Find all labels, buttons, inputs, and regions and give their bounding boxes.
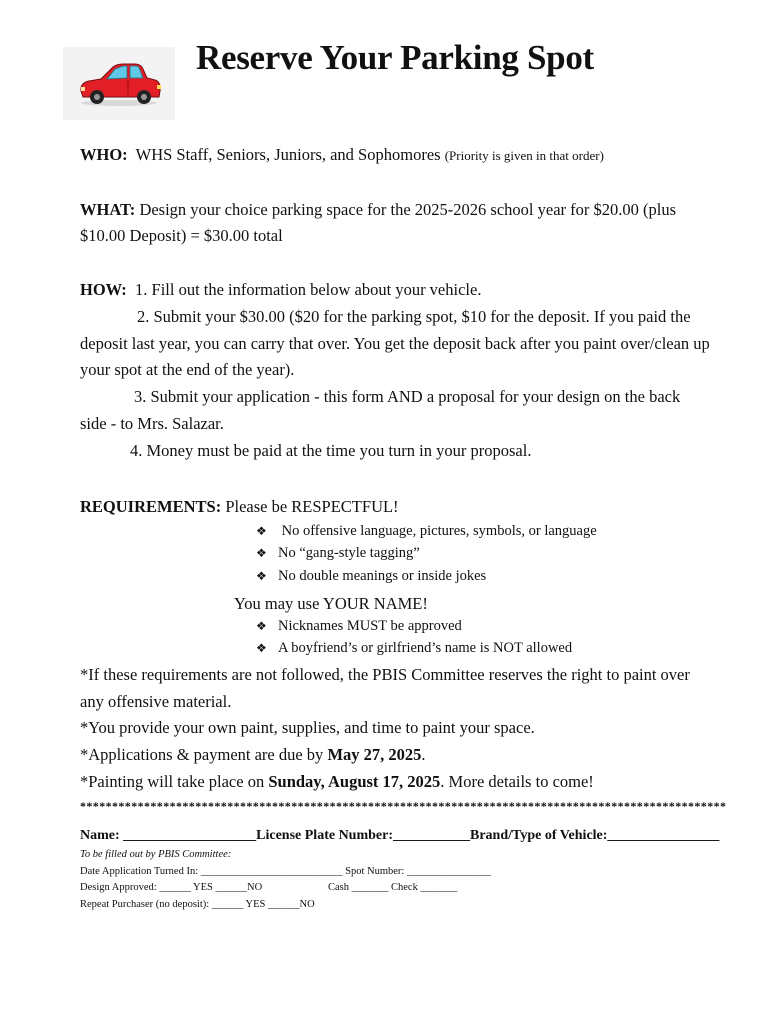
requirements-intro: Please be RESPECTFUL! [225,497,399,516]
note-3-text: *Applications & payment are due by [80,745,328,764]
how-label: HOW: [80,280,127,299]
what-label: WHAT: [80,200,136,219]
who-note: (Priority is given in that order) [444,148,604,163]
what-section [80,197,676,223]
who-section [80,142,604,169]
who-text: WHS Staff, Seniors, Juniors, and Sophomores [135,145,441,164]
name-rule-text: Nicknames MUST be approved [278,618,462,634]
rule-text: No “gang-style tagging” [278,545,420,561]
note-4-end: . More details to come! [440,772,594,791]
what-line2: $10.00 Deposit) = $30.00 total [80,226,283,245]
list-item [256,618,462,635]
rule-text: No double meanings or inside jokes [278,568,487,584]
diamond-bullet-icon: ❖ [256,641,267,655]
painting-date: Sunday, August 17, 2025 [268,772,441,791]
name-rule-text: A boyfriend’s or girlfriend’s name is NOT allowed [278,640,573,656]
due-date: May 27, 2025 [327,745,422,764]
who-label: WHO: [80,145,128,164]
committee-row-date[interactable]: Date Application Turned In: ___________________________ Spot Number: ________________ [80,866,491,877]
list-item [256,568,486,585]
note-1-line1: *If these requirements are not followed, the PBIS Committee reserves the right to paint over [80,665,690,684]
star-divider: ***************************************************************************************************** [80,799,727,813]
diamond-bullet-icon: ❖ [256,546,267,560]
committee-row-approval[interactable]: Design Approved: ______ YES ______NO [80,882,263,893]
vehicle-info-line[interactable]: Name: ___________________License Plate Number:___________Brand/Type of Vehicle:________________ [80,828,720,843]
committee-row-payment[interactable]: Cash _______ Check _______ [328,882,458,893]
how-step1: 1. Fill out the information below about your vehicle. [135,280,482,299]
diamond-bullet-icon: ❖ [256,619,267,633]
note-4 [80,769,594,795]
note-2: *You provide your own paint, supplies, and time to paint your space. [80,718,535,737]
committee-heading: To be filled out by PBIS Committee: [80,849,232,860]
how-step4: 4. Money must be paid at the time you turn in your proposal. [130,441,532,460]
list-item [256,523,597,540]
note-4-text: *Painting will take place on [80,772,269,791]
rule-text: No offensive language, pictures, symbols, or language [278,523,597,539]
note-1-line2: any offensive material. [80,692,232,711]
how-step2-line1: 2. Submit your $30.00 ($20 for the parking spot, $10 for the deposit. If you paid the [137,307,691,326]
name-note: You may use YOUR NAME! [234,594,428,613]
how-step2-line3: your spot at the end of the year). [80,360,295,379]
page-title: Reserve Your Parking Spot [196,38,594,77]
requirements-section [80,494,399,520]
diamond-bullet-icon: ❖ [256,524,267,538]
diamond-bullet-icon: ❖ [256,569,267,583]
how-step2-line2: deposit last year, you can carry that over. You get the deposit back after you paint over/clean up [80,334,710,353]
how-step3-line1: 3. Submit your application - this form AND a proposal for your design on the back [134,387,681,406]
car-logo [63,47,175,120]
red-car-icon [63,47,175,120]
committee-row-repeat[interactable]: Repeat Purchaser (no deposit): ______ YES ______NO [80,899,315,910]
requirements-label: REQUIREMENTS: [80,497,222,516]
note-3 [80,742,426,768]
note-3-end: . [421,745,426,764]
list-item [256,640,572,657]
how-section [80,277,481,303]
list-item [256,545,420,562]
what-line1: Design your choice parking space for the 2025-2026 school year for $20.00 (plus [139,200,677,219]
how-step3-line2: side - to Mrs. Salazar. [80,414,224,433]
